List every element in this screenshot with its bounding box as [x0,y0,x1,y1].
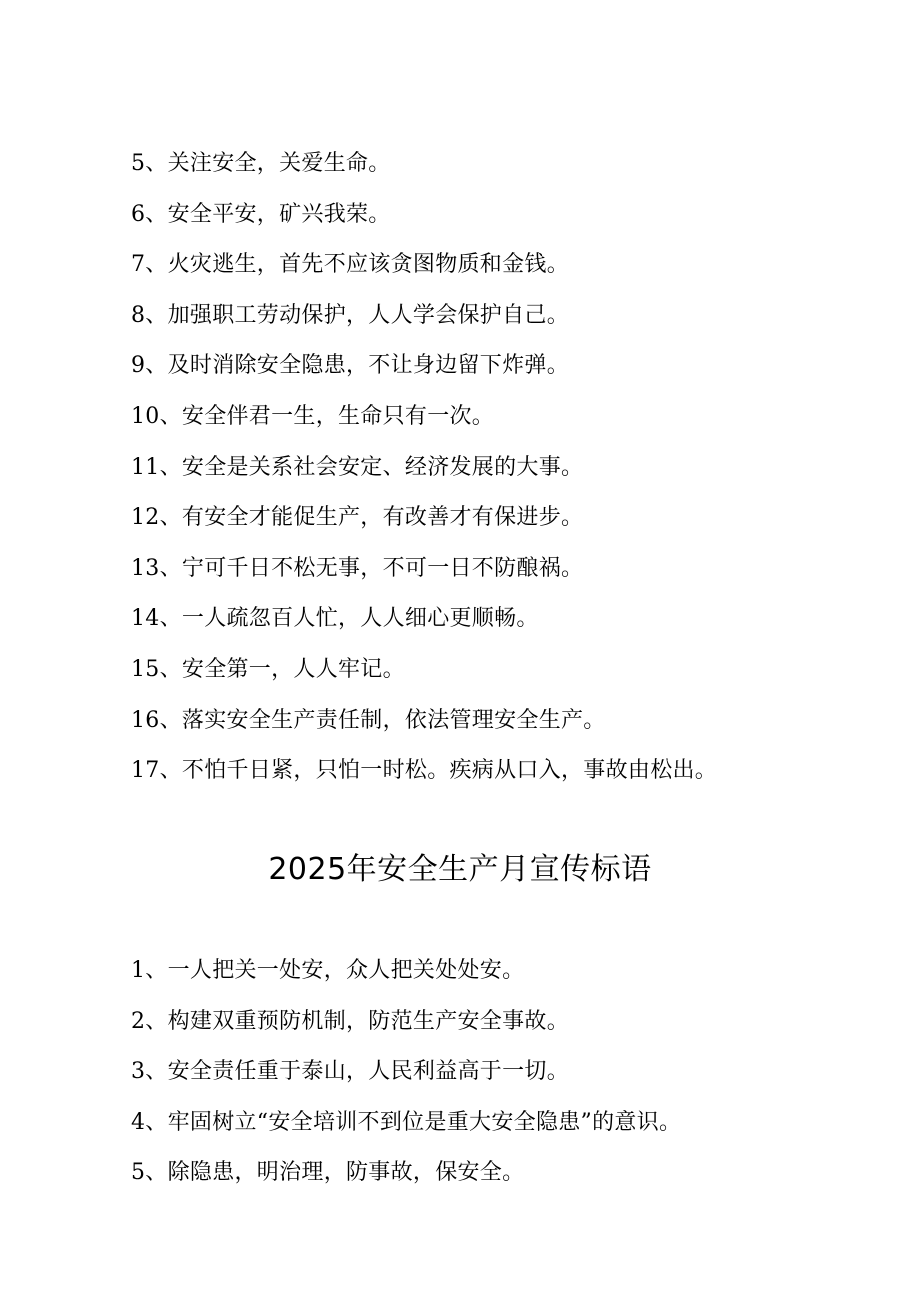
list-item: 9、及时消除安全隐患，不让身边留下炸弹。 [131,353,569,379]
list-item: 3、安全责任重于泰山，人民利益高于一切。 [131,1059,569,1085]
list-item: 4、牢固树立“安全培训不到位是重大安全隐患”的意识。 [131,1109,682,1135]
list-item: 15、安全第一，人人牢记。 [131,656,405,682]
slogan-list-2025 [131,953,681,1206]
list-item: 7、火灾逃生，首先不应该贪图物质和金钱。 [131,252,569,278]
list-item: 8、加强职工劳动保护，人人学会保护自己。 [131,302,569,328]
list-item: 16、落实安全生产责任制，依法管理安全生产。 [131,707,606,733]
list-item: 12、有安全才能促生产，有改善才有保进步。 [131,505,584,531]
list-item: 13、宁可千日不松无事，不可一日不防酿祸。 [131,555,584,581]
list-item: 5、除隐患，明治理，防事故，保安全。 [131,1160,525,1186]
section-title: 2025年安全生产月宣传标语 [268,852,652,887]
list-item: 5、关注安全，关爱生命。 [131,151,391,176]
list-item: 14、一人疏忽百人忙，人人细心更顺畅。 [131,606,539,632]
list-item: 2、构建双重预防机制，防范生产安全事故。 [131,1008,569,1034]
list-item: 10、安全伴君一生，生命只有一次。 [131,403,495,429]
list-item: 11、安全是关系社会安定、经济发展的大事。 [131,454,584,480]
list-item: 17、不怕千日紧，只怕一时松。疾病从口入，事故由松出。 [131,758,718,784]
list-item: 6、安全平安，矿兴我荣。 [131,201,391,227]
list-item: 1、一人把关一处安，众人把关处处安。 [131,958,525,983]
slogan-list-continued [131,146,717,804]
